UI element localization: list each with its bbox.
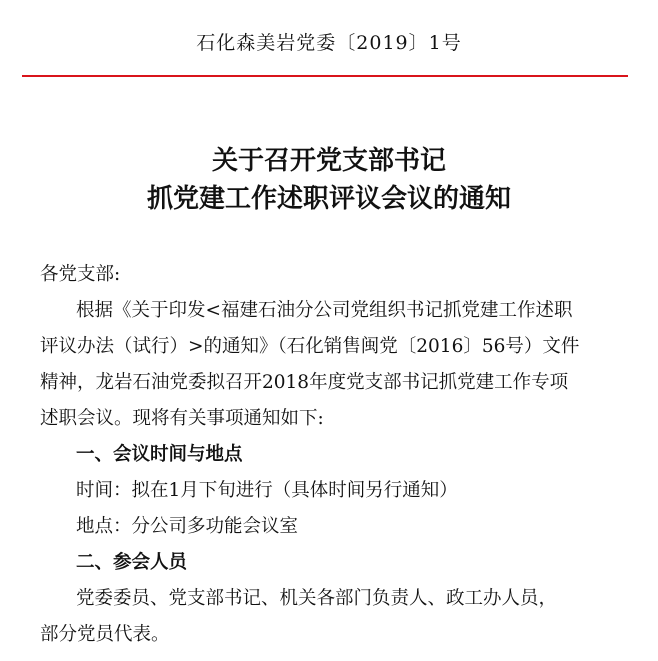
meeting-place: 地点：分公司多功能会议室 xyxy=(76,516,299,537)
paragraph-1-line-4: 述职会议。现将有关事项通知如下: xyxy=(40,408,324,429)
paragraph-1-line-2: 评议办法（试行）>的通知》（石化销售闽党〔2016〕56号）文件 xyxy=(40,336,580,357)
attendees-line-1: 党委委员、党支部书记、机关各部门负责人、政工办人员， xyxy=(76,588,558,609)
section-1-heading: 一、会议时间与地点 xyxy=(76,444,243,465)
paragraph-1-line-1: 根据《关于印发<福建石油分公司党组织书记抓党建工作述职 xyxy=(76,300,573,321)
meeting-time: 时间：拟在1月下旬进行（具体时间另行通知） xyxy=(76,480,458,501)
red-header-rule xyxy=(22,75,628,77)
document-title-line-1: 关于召开党支部书记 xyxy=(211,146,446,176)
paragraph-1-line-3: 精神，龙岩石油党委拟召开2018年度党支部书记抓党建工作专项 xyxy=(40,372,569,393)
section-2-heading: 二、参会人员 xyxy=(76,552,188,573)
attendees-line-2: 部分党员代表。 xyxy=(40,624,170,645)
document-number: 石化森美岩党委〔2019〕1号 xyxy=(196,32,462,54)
salutation: 各党支部: xyxy=(40,264,121,285)
document-title-line-2: 抓党建工作述职评议会议的通知 xyxy=(146,184,511,214)
